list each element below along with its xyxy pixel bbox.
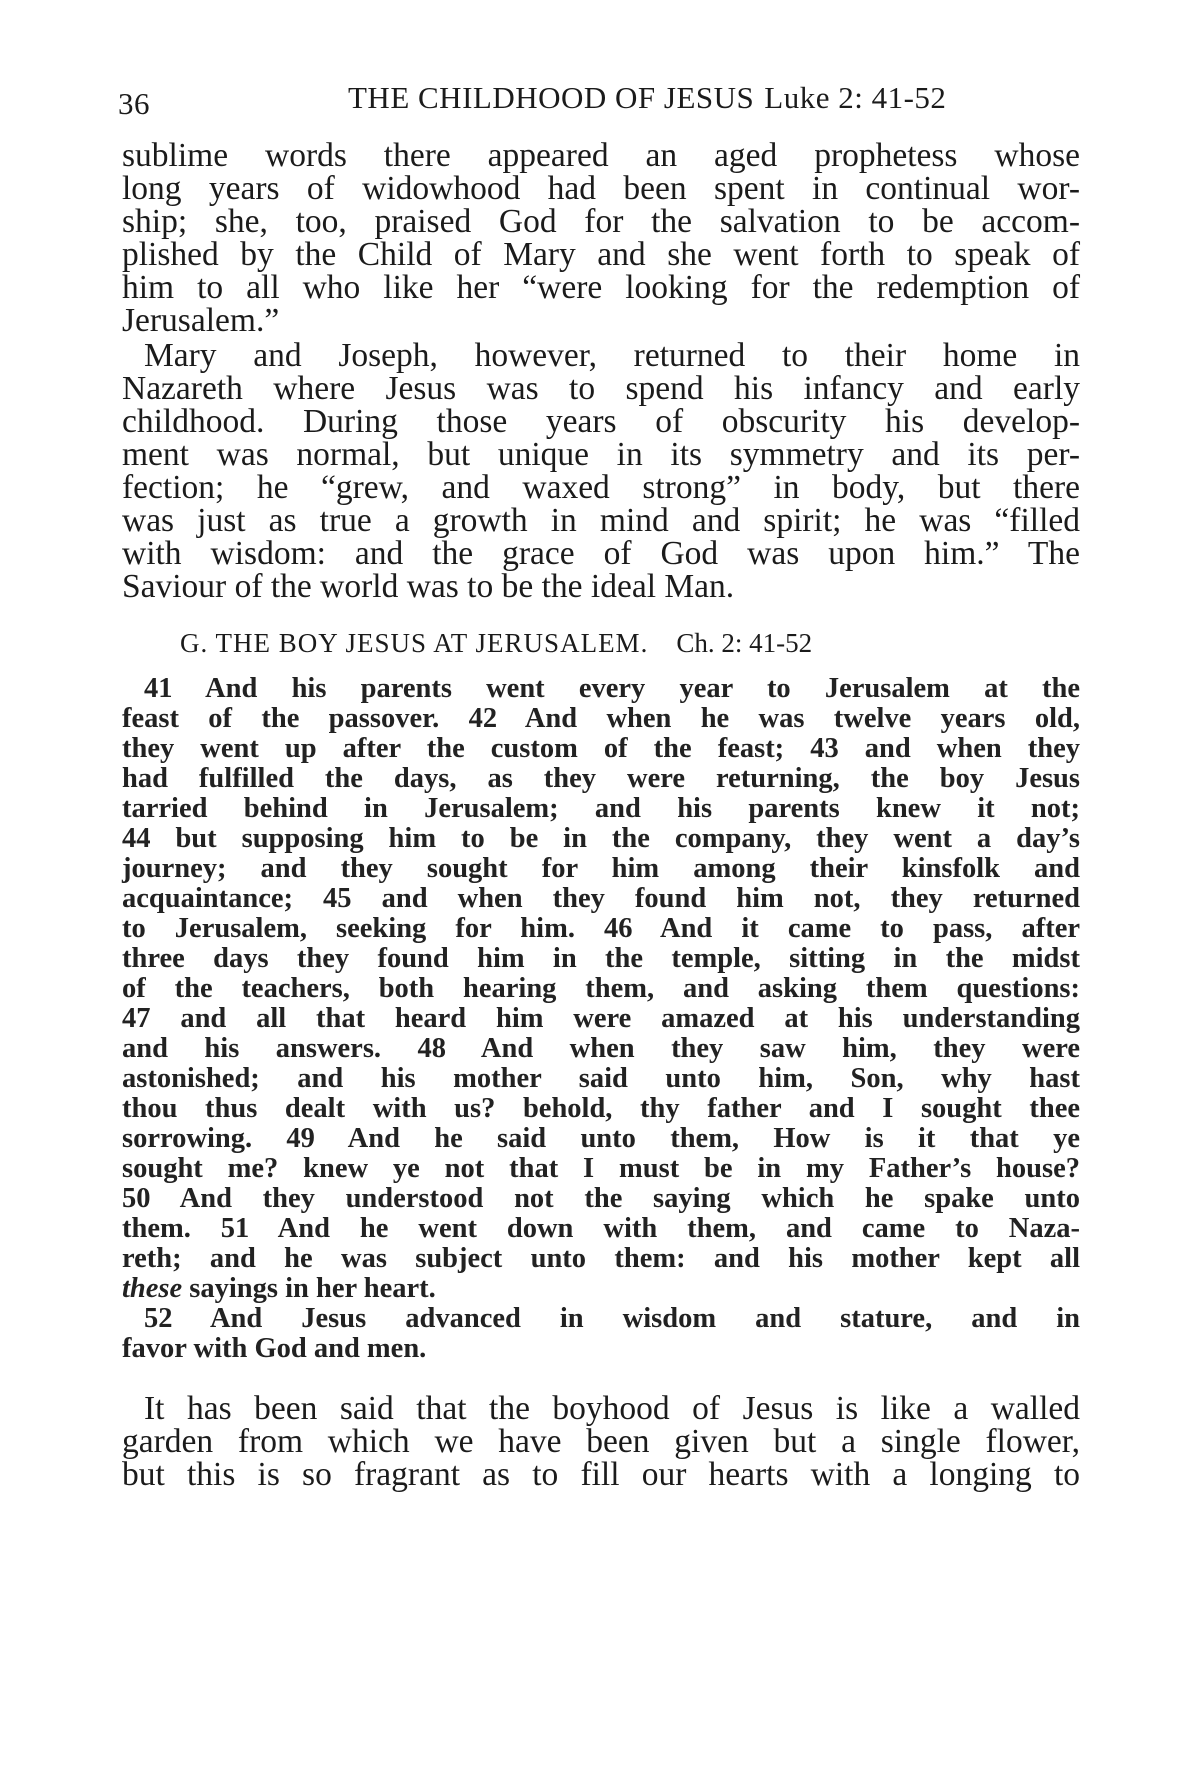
paragraph-2-line: fection; he “grew, and waxed strong” in body, but there — [122, 469, 1080, 506]
scripture-line: 47 and all that heard him were amazed at his understanding — [122, 1003, 1080, 1034]
paragraph-2-line: with wisdom: and the grace of God was upon him.” The — [122, 535, 1080, 572]
scripture-line: feast of the passover. 42 And when he was twelve years old, — [122, 703, 1080, 734]
paragraph-2-line: childhood. During those years of obscurity his develop- — [122, 403, 1080, 440]
scripture-line: 50 And they understood not the saying which he spake unto — [122, 1183, 1080, 1214]
paragraph-3-line: It has been said that the boyhood of Jesus is like a walled — [144, 1390, 1080, 1427]
scripture-line: and his answers. 48 And when they saw him, they were — [122, 1033, 1080, 1064]
scripture-line: reth; and he was subject unto them: and his mother kept all — [122, 1243, 1080, 1274]
scripture-line: them. 51 And he went down with them, and came to Naza- — [122, 1213, 1080, 1244]
scripture-line: tarried behind in Jerusalem; and his parents knew it not; — [122, 793, 1080, 824]
running-title: THE CHILDHOOD OF JESUS — [348, 80, 755, 115]
scripture-line: astonished; and his mother said unto him, Son, why hast — [122, 1063, 1080, 1094]
paragraph-1-line: Jerusalem.” — [122, 302, 280, 339]
scripture-line: they went up after the custom of the feast; 43 and when they — [122, 733, 1080, 764]
scripture-line: of the teachers, both hearing them, and asking them questions: — [122, 973, 1080, 1004]
paragraph-2-line: Saviour of the world was to be the ideal Man. — [122, 568, 735, 605]
paragraph-2-line: ment was normal, but unique in its symmetry and its per- — [122, 436, 1080, 473]
paragraph-1-line: him to all who like her “were looking for the redemption of — [122, 269, 1080, 306]
page-header — [118, 80, 1078, 124]
scripture-reference: Luke 2: 41-52 — [764, 80, 947, 115]
paragraph-2-line: Mary and Joseph, however, returned to their home in — [144, 337, 1080, 374]
paragraph-3-line: garden from which we have been given but a single flower, — [122, 1423, 1080, 1460]
scripture-line: journey; and they sought for him among their kinsfolk and — [122, 853, 1080, 884]
paragraph-1-line: plished by the Child of Mary and she went forth to speak of — [122, 236, 1080, 273]
scripture-verse-52-line: 52 And Jesus advanced in wisdom and stature, and in — [144, 1303, 1080, 1334]
section-heading — [180, 628, 1040, 659]
paragraph-1-line: sublime words there appeared an aged prophetess whose — [122, 137, 1080, 174]
scripture-line: sorrowing. 49 And he said unto them, How is it that ye — [122, 1123, 1080, 1154]
italic-word: these — [122, 1273, 183, 1304]
section-title: G. THE BOY JESUS AT JERUSALEM. — [180, 628, 649, 658]
scripture-line: to Jerusalem, seeking for him. 46 And it came to pass, after — [122, 913, 1080, 944]
scripture-line-rest: sayings in her heart. — [182, 1273, 436, 1304]
scripture-line: sought me? knew ye not that I must be in my Father’s house? — [122, 1153, 1080, 1184]
paragraph-2-line: was just as true a growth in mind and spirit; he was “filled — [122, 502, 1080, 539]
scripture-line: 41 And his parents went every year to Jerusalem at the — [144, 673, 1080, 704]
scripture-line: 44 but supposing him to be in the company, they went a day’s — [122, 823, 1080, 854]
scripture-line: thou thus dealt with us? behold, thy father and I sought thee — [122, 1093, 1080, 1124]
scripture-verse-52-line: favor with God and men. — [122, 1333, 427, 1364]
scripture-line: three days they found him in the temple, sitting in the midst — [122, 943, 1080, 974]
page-number: 36 — [118, 86, 150, 121]
scripture-line: had fulfilled the days, as they were returning, the boy Jesus — [122, 763, 1080, 794]
section-chapter-ref: Ch. 2: 41-52 — [676, 628, 813, 658]
running-head — [348, 80, 946, 116]
paragraph-1-line: long years of widowhood had been spent in continual wor- — [122, 170, 1080, 207]
scripture-line — [122, 1272, 1080, 1305]
paragraph-1-line: ship; she, too, praised God for the salvation to be accom- — [122, 203, 1080, 240]
paragraph-3-line: but this is so fragrant as to fill our hearts with a longing to — [122, 1456, 1080, 1493]
paragraph-2-line: Nazareth where Jesus was to spend his infancy and early — [122, 370, 1080, 407]
scripture-line: acquaintance; 45 and when they found him not, they returned — [122, 883, 1080, 914]
